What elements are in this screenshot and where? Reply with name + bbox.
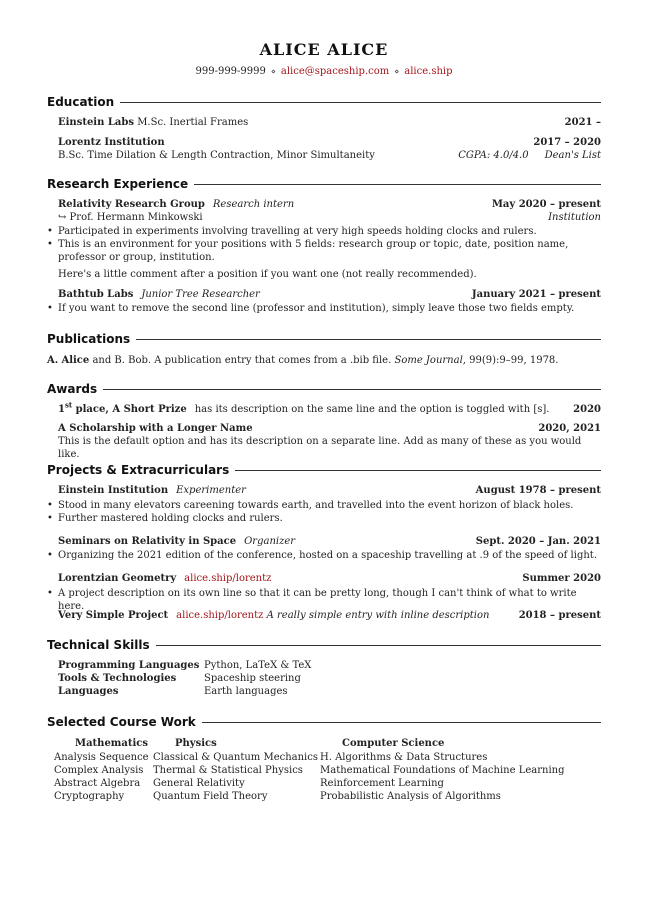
course-item: Analysis Sequence xyxy=(54,752,149,763)
section-rule xyxy=(120,102,601,103)
section-rule xyxy=(103,389,601,390)
education-entry xyxy=(58,116,601,129)
skill-category: Programming Languages xyxy=(58,660,200,671)
research-advisor-line xyxy=(58,211,601,224)
research-position xyxy=(58,288,601,301)
list-item: • A project description on its own line so that it can be pretty long, though I can't think of what to write here. xyxy=(47,587,601,613)
gpa: CGPA: 4.0/4.0 xyxy=(458,150,529,161)
award-description: has its description on the same line and the option is toggled with [s]. xyxy=(194,404,550,415)
date: May 2020 – present xyxy=(491,199,601,210)
publication-entry xyxy=(47,354,601,367)
project-name: Seminars on Relativity in Space xyxy=(58,536,237,547)
skill-value: Spaceship steering xyxy=(204,673,301,684)
project-role: Organizer xyxy=(244,536,296,547)
skill-value: Python, LaTeX & TeX xyxy=(204,660,312,671)
course-item: Classical & Quantum Mechanics xyxy=(153,752,318,763)
research-position xyxy=(58,198,601,211)
education-entry xyxy=(58,136,601,149)
award-rank-suffix: st xyxy=(64,400,73,410)
course-item: H. Algorithms & Data Structures xyxy=(320,752,488,763)
date: August 1978 – present xyxy=(475,485,601,496)
institution: Einstein Labs xyxy=(58,117,134,128)
award-title: A Scholarship with a Longer Name xyxy=(58,423,253,434)
award-entry xyxy=(58,422,601,435)
course-item: Reinforcement Learning xyxy=(320,778,444,789)
project-name: Very Simple Project xyxy=(58,610,169,621)
project-entry xyxy=(58,609,601,622)
website-link[interactable]: alice.ship xyxy=(404,66,453,77)
course-column xyxy=(153,737,318,803)
project-entry xyxy=(58,535,601,548)
course-item: Abstract Algebra xyxy=(54,778,141,789)
course-column-head: Mathematics xyxy=(75,738,148,749)
gpa-honor xyxy=(458,149,601,162)
date: January 2021 – present xyxy=(471,289,601,300)
degree: M.Sc. Inertial Frames xyxy=(137,117,249,128)
separator: ⋄ xyxy=(270,67,276,76)
section-title: Research Experience xyxy=(47,176,189,191)
project-link[interactable]: alice.ship/lorentz xyxy=(176,610,264,621)
course-column xyxy=(320,737,564,803)
award-name: place, A Short Prize xyxy=(72,404,187,415)
section-rule xyxy=(235,470,601,471)
position-comment: Here's a little comment after a position if you want one (not really recommended). xyxy=(58,269,477,280)
section-title: Awards xyxy=(47,381,98,396)
separator: ⋄ xyxy=(394,67,400,76)
institution: Lorentz Institution xyxy=(58,137,165,148)
advisor: ↪ Prof. Hermann Minkowski xyxy=(58,212,203,223)
date: 2018 – present xyxy=(518,610,601,621)
course-item: Cryptography xyxy=(54,791,125,802)
resume-name: ALICE ALICE xyxy=(259,40,389,59)
course-item: Mathematical Foundations of Machine Learning xyxy=(320,765,565,776)
degree: B.Sc. Time Dilation & Length Contraction, Minor Simultaneity xyxy=(58,150,375,161)
research-role: Research intern xyxy=(212,199,295,210)
project-entry xyxy=(58,484,601,497)
course-item: Quantum Field Theory xyxy=(153,791,268,802)
publication-text: and B. Bob. A publication entry that comes from a .bib file. xyxy=(92,355,392,366)
project-name: Einstein Institution xyxy=(58,485,169,496)
course-item: Complex Analysis xyxy=(54,765,144,776)
author-initial: A. xyxy=(47,355,59,366)
award-description: This is the default option and has its description on a separate line. Add as many of these as you would like. xyxy=(58,436,582,460)
date: 2017 – 2020 xyxy=(533,137,601,148)
section-rule xyxy=(194,184,601,185)
research-role: Junior Tree Researcher xyxy=(141,289,260,300)
education-detail xyxy=(58,149,601,162)
course-item: Thermal & Statistical Physics xyxy=(153,765,303,776)
course-item: General Relativity xyxy=(153,778,245,789)
contact-line xyxy=(0,65,648,78)
list-item: • Further mastered holding clocks and rulers. xyxy=(47,512,601,525)
course-column-head: Physics xyxy=(175,738,217,749)
email-link[interactable]: alice@spaceship.com xyxy=(280,66,390,77)
course-item: Probabilistic Analysis of Algorithms xyxy=(320,791,501,802)
award-title xyxy=(58,400,187,415)
section-title: Publications xyxy=(47,331,131,346)
project-description: A really simple entry with inline description xyxy=(266,610,490,621)
section-education xyxy=(47,94,601,110)
section-skills xyxy=(47,637,601,653)
section-rule xyxy=(156,645,601,646)
project-entry xyxy=(58,572,601,585)
section-rule xyxy=(136,339,601,340)
skill-category: Tools & Technologies xyxy=(58,673,177,684)
section-projects xyxy=(47,462,601,478)
course-column xyxy=(54,737,149,803)
section-publications xyxy=(47,331,601,347)
award-rank: 1 xyxy=(58,404,65,415)
author-name: Alice xyxy=(61,355,90,366)
section-rule xyxy=(202,722,601,723)
list-item: • This is an environment for your positions with 5 fields: research group or topic, date, position name, professor or group, institution. xyxy=(47,238,601,264)
publication-details: , 99(9):9–99, 1978. xyxy=(462,355,559,366)
phone-number: 999-999-9999 xyxy=(195,66,266,77)
section-title: Selected Course Work xyxy=(47,714,196,729)
skill-category: Languages xyxy=(58,686,119,697)
award-entry xyxy=(58,400,601,416)
course-column-head: Computer Science xyxy=(342,738,445,749)
list-item: • If you want to remove the second line (professor and institution), simply leave those two fields empty. xyxy=(47,302,601,315)
section-title: Projects & Extracurriculars xyxy=(47,462,230,477)
section-awards xyxy=(47,381,601,397)
institution: Institution xyxy=(548,212,601,223)
research-org: Relativity Research Group xyxy=(58,199,205,210)
date: 2021 – xyxy=(564,117,601,128)
honor: Dean's List xyxy=(544,150,601,161)
date: 2020 xyxy=(573,404,601,415)
section-title: Education xyxy=(47,94,115,109)
journal-name: Some Journal xyxy=(394,355,463,366)
list-item: • Participated in experiments involving travelling at very high speeds holding clocks and rulers. xyxy=(47,225,601,238)
section-coursework xyxy=(47,714,601,730)
project-name: Lorentzian Geometry xyxy=(58,573,177,584)
section-research xyxy=(47,176,601,192)
research-org: Bathtub Labs xyxy=(58,289,134,300)
project-link[interactable]: alice.ship/lorentz xyxy=(184,573,272,584)
skill-value: Earth languages xyxy=(204,686,288,697)
list-item: • Stood in many elevators careening towards earth, and travelled into the event horizon of black holes. xyxy=(47,499,601,512)
date: 2020, 2021 xyxy=(538,423,601,434)
section-title: Technical Skills xyxy=(47,637,150,652)
project-role: Experimenter xyxy=(176,485,246,496)
date: Summer 2020 xyxy=(522,573,601,584)
list-item: • Organizing the 2021 edition of the conference, hosted on a spaceship travelling at .9 of the speed of light. xyxy=(47,549,601,562)
date: Sept. 2020 – Jan. 2021 xyxy=(475,536,601,547)
